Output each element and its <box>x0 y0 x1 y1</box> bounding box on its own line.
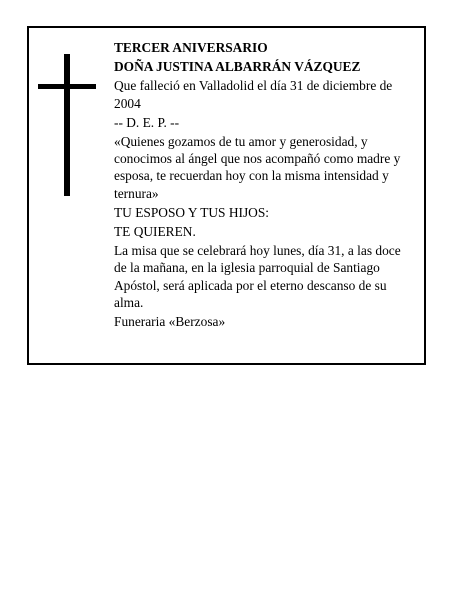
funeral-home: Funeraria «Berzosa» <box>114 314 226 330</box>
cross-horizontal-bar <box>38 84 96 89</box>
anniversary-heading: TERCER ANIVERSARIO <box>114 40 268 55</box>
rest-in-peace: -- D. E. P. -- <box>114 114 180 130</box>
cross-vertical-bar <box>64 54 70 196</box>
death-details: Que falleció en Valladolid el día 31 de diciembre de 2004 <box>114 78 393 111</box>
obituary-text-block <box>114 39 412 332</box>
mass-announcement: La misa que se celebrará hoy lunes, día 31, a las doce de la mañana, en la iglesia parroquial de Santiago Apóstol, será aplicada por el eterno descanso de su alma. <box>114 243 401 310</box>
family-line: TU ESPOSO Y TUS HIJOS: <box>114 204 270 220</box>
memorial-quote: «Quienes gozamos de tu amor y generosidad, y conocimos al ángel que nos acompañó como madre y esposa, te recuerdan hoy con la misma intensidad y ternura» <box>114 134 401 201</box>
closing-line: TE QUIEREN. <box>114 224 196 240</box>
deceased-name: DOÑA JUSTINA ALBARRÁN VÁZQUEZ <box>114 59 361 75</box>
